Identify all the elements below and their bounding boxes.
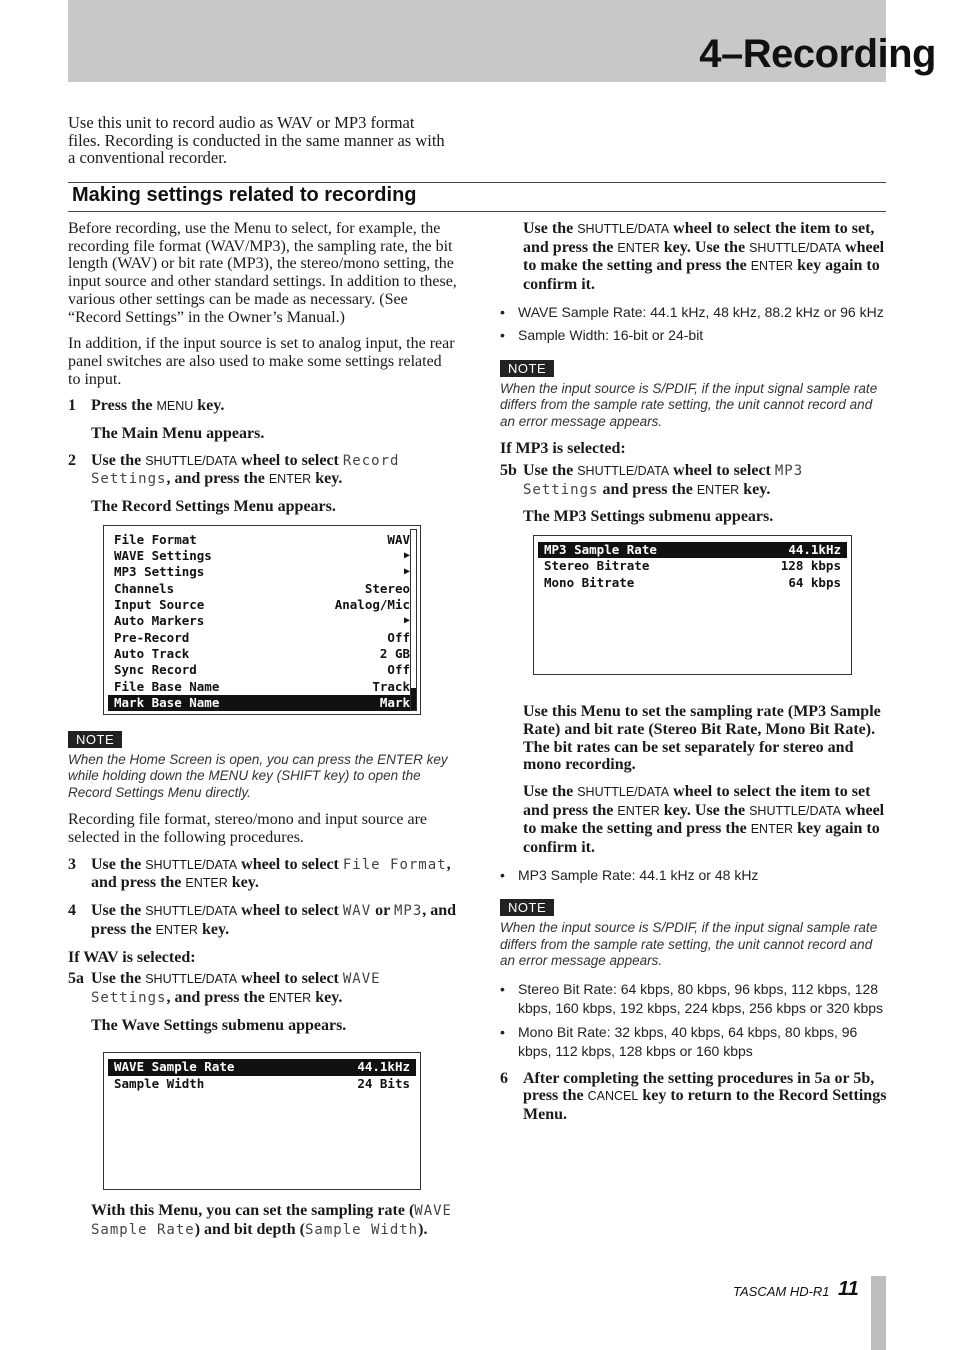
note-label: NOTE <box>500 899 554 916</box>
menu-row-label: Channels <box>114 580 175 596</box>
step-2: 2 Use the SHUTTLE/DATA wheel to select Record Settings, and press the ENTER key. <box>68 451 400 488</box>
key-name: MENU <box>156 399 194 414</box>
step-3: 3 Use the SHUTTLE/DATA wheel to select File Format, and press the ENTER key. <box>68 855 451 892</box>
section-rule-top <box>68 182 886 183</box>
note-text: When the input source is S/PDIF, if the input signal sample rate differs from the sample rate setting, the unit cannot record and an error message appears. <box>500 920 878 969</box>
menu-row <box>108 597 416 613</box>
menu-row-value: Stereo <box>364 580 410 596</box>
menu-row <box>108 548 416 564</box>
menu-row-label: Sync Record <box>114 662 197 678</box>
menu-row-value: 64 kbps <box>788 574 841 590</box>
menu-row <box>538 575 847 591</box>
menu-row-value: 44.1kHz <box>357 1059 410 1075</box>
note-label: NOTE <box>68 731 122 748</box>
body-paragraph: In addition, if the input source is set to analog input, the rear panel switches are also used to make some settings related to input. <box>68 335 455 388</box>
menu-row <box>108 646 416 662</box>
menu-row-label: MP3 Settings <box>114 564 205 580</box>
record-settings-list <box>108 532 416 711</box>
bullet-item: • Stereo Bit Rate: 64 kbps, 80 kbps, 96 kbps, 112 kbps, 128 kbps, 160 kbps, 192 kbps, 224 kbps, 256 kbps or 320 kbps <box>500 980 888 1019</box>
bullet-item: • WAVE Sample Rate: 44.1 kHz, 48 kHz, 88.2 kHz or 96 kHz <box>500 303 888 323</box>
menu-row-label: WAVE Settings <box>114 548 212 564</box>
step-5a-result: The Wave Settings submenu appears. <box>91 1016 347 1034</box>
menu-row-value: 2 GB <box>379 645 410 661</box>
menu-row-label: MP3 Sample Rate <box>544 542 657 558</box>
menu-row-label: Auto Track <box>114 645 190 661</box>
menu-row <box>538 558 847 574</box>
mp3-description: Use this Menu to set the sampling rate (MP3 Sample Rate) and bit rate (Stereo Bit Rate, Mono Bit Rate). The bit rates can be set separately for stereo and mono recording. <box>523 703 881 774</box>
menu-row-label: Stereo Bitrate <box>544 558 650 574</box>
menu-row <box>108 630 416 646</box>
menu-row-value: Analog/Mic <box>334 597 410 613</box>
step-2-result: The Record Settings Menu appears. <box>91 498 336 516</box>
menu-row <box>108 532 416 548</box>
menu-row-value: ▶ <box>403 615 410 627</box>
menu-row-label: WAVE Sample Rate <box>114 1059 235 1075</box>
mp3-settings-list <box>538 542 847 591</box>
bullet-item: • MP3 Sample Rate: 44.1 kHz or 48 kHz <box>500 866 888 886</box>
menu-row <box>108 564 416 580</box>
step-5b-result: The MP3 Settings submenu appears. <box>523 508 774 526</box>
step-1: 1 Press the MENU key. <box>68 397 225 415</box>
menu-row <box>108 1059 416 1075</box>
body-paragraph: Recording file format, stereo/mono and input source are selected in the following procedures. <box>68 811 427 847</box>
menu-row-label: Mark Base Name <box>114 694 220 710</box>
note-text: When the input source is S/PDIF, if the input signal sample rate differs from the sample rate setting, the unit cannot record and an error message appears. <box>500 380 878 429</box>
menu-row-value: ▶ <box>403 550 410 562</box>
wave-settings-screen <box>103 1052 421 1190</box>
note-2 <box>500 356 888 431</box>
menu-row-value: 128 kbps <box>780 558 841 574</box>
step-5a: 5a Use the SHUTTLE/DATA wheel to select WAVE Settings, and press the ENTER key. <box>68 970 381 1006</box>
wave-settings-list <box>108 1059 416 1092</box>
footer-tab-bar <box>871 1276 886 1350</box>
lcd-text: Record Settings <box>91 452 400 488</box>
mp3-instructions: Use the SHUTTLE/DATA wheel to select the item to set and press the ENTER key. Use the SHUTTLE/DATA wheel to make the setting and press the ENTER key again to confirm it. <box>523 782 885 857</box>
step-4: 4 Use the SHUTTLE/DATA wheel to select WAV or MP3, and press the ENTER key. <box>68 902 457 938</box>
menu-row <box>108 581 416 597</box>
menu-row <box>108 679 416 695</box>
menu-row <box>108 613 416 629</box>
if-wav-heading: If WAV is selected: <box>68 948 196 966</box>
menu-row <box>108 662 416 678</box>
note-label: NOTE <box>500 360 554 377</box>
menu-row-label: File Base Name <box>114 678 220 694</box>
bullet-item: • Mono Bit Rate: 32 kbps, 40 kbps, 64 kbps, 80 kbps, 96 kbps, 112 kbps, 128 kbps or 160 kbps <box>500 1023 888 1062</box>
menu-row-label: File Format <box>114 531 197 547</box>
menu-row-value: Off <box>387 629 410 645</box>
note-3 <box>500 895 888 970</box>
menu-row <box>538 542 847 558</box>
menu-row-value: Track <box>372 678 410 694</box>
left-column <box>68 220 458 1249</box>
menu-row-label: Auto Markers <box>114 613 205 629</box>
record-settings-screen <box>103 525 421 715</box>
chapter-title: 4–Recording <box>699 32 936 76</box>
note-text: When the Home Screen is open, you can press the ENTER key while holding down the MENU key (SHIFT key) to open the Record Settings Menu directly. <box>68 751 448 800</box>
menu-row-value: 44.1kHz <box>788 542 841 558</box>
menu-row <box>108 695 416 711</box>
menu-row-label: Sample Width <box>114 1075 205 1091</box>
right-column <box>500 220 888 1133</box>
step-5b: 5b Use the SHUTTLE/DATA wheel to select MP3 Settings and press the ENTER key. <box>500 462 804 498</box>
section-rule-bottom <box>68 211 886 212</box>
page-number: 11 <box>838 1278 859 1300</box>
screen-scrollbar <box>410 529 417 711</box>
menu-row-value: WAV <box>387 531 410 547</box>
menu-row-value: Mark <box>379 694 410 710</box>
menu-row-value: 24 Bits <box>357 1075 410 1091</box>
step-1-result: The Main Menu appears. <box>91 425 265 443</box>
footer-brand: TASCAM HD-R1 <box>733 1284 830 1299</box>
menu-row-value: Off <box>387 662 410 678</box>
menu-row <box>108 1076 416 1092</box>
menu-row-label: Input Source <box>114 597 205 613</box>
menu-row-label: Pre-Record <box>114 629 190 645</box>
menu-row-label: Mono Bitrate <box>544 574 635 590</box>
wave-description: With this Menu, you can set the sampling rate (WAVE Sample Rate) and bit depth (Sample Width). <box>91 1202 452 1239</box>
step-6: 6 After completing the setting procedures in 5a or 5b, press the CANCEL key to return to the Record Settings Menu. <box>500 1069 887 1124</box>
mp3-settings-screen <box>533 535 852 675</box>
section-title: Making settings related to recording <box>72 184 417 206</box>
if-mp3-heading: If MP3 is selected: <box>500 440 626 458</box>
body-paragraph: Before recording, use the Menu to select, for example, the recording file format (WAV/MP3), the sampling rate, the bit length (WAV) or bit rate (MP3), the stereo/mono setting, the input source and other standard settings. In addition to these, various other settings can be made as necessary. (See “Record Settings” in the Owner’s Manual.) <box>68 220 457 326</box>
intro-paragraph: Use this unit to record audio as WAV or MP3 format files. Recording is conducted in the same manner as with a conventional recorder. <box>68 113 445 167</box>
bullet-item: • Sample Width: 16-bit or 24-bit <box>500 326 888 346</box>
note-1 <box>68 727 458 802</box>
wave-instructions: Use the SHUTTLE/DATA wheel to select the item to set, and press the ENTER key. Use the SHUTTLE/DATA wheel to make the setting and press the ENTER key again to confirm it. <box>523 220 885 294</box>
menu-row-value: ▶ <box>403 566 410 578</box>
